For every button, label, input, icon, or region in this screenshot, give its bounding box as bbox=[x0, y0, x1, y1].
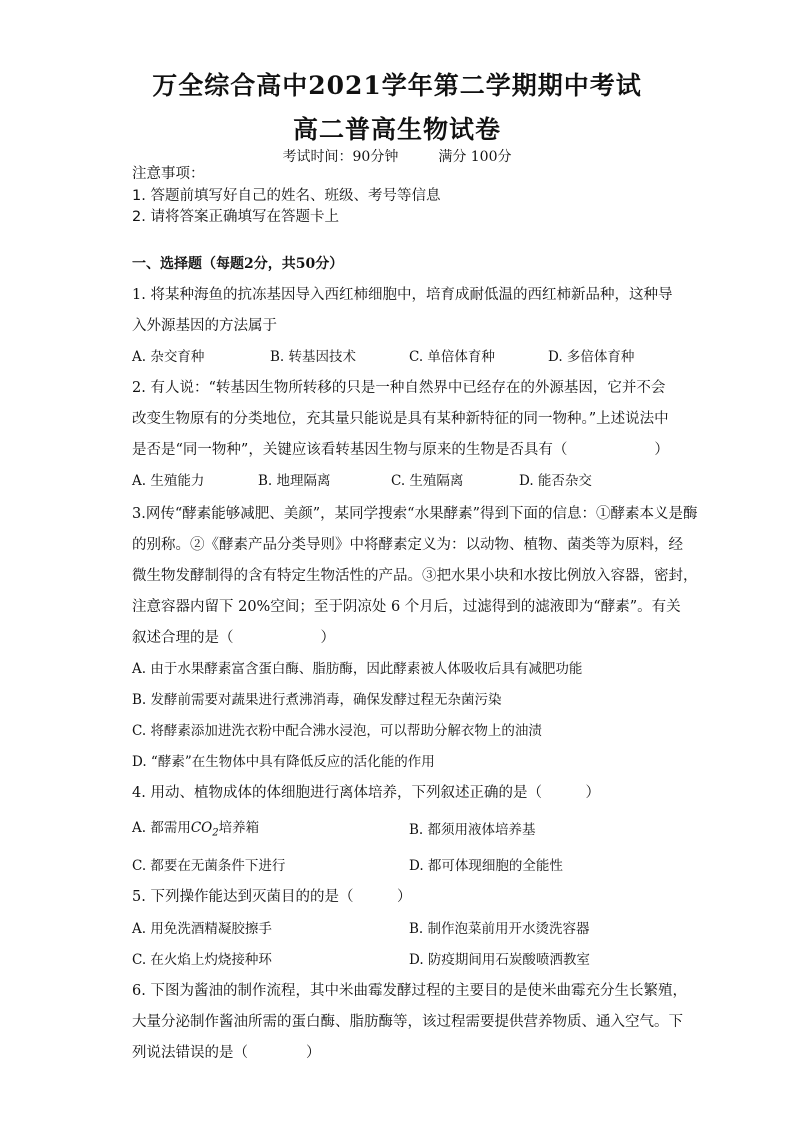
notes-heading: 注意事项： bbox=[132, 166, 205, 182]
co2-subscript: 2 bbox=[212, 827, 219, 839]
option-b: B. 转基因技术 bbox=[270, 349, 357, 365]
question-3-line: 的别称。②《酵素产品分类导则》中将酵素定义为：以动物、植物、菌类等为原料，经 bbox=[132, 537, 683, 553]
exam-title: 万全综合高中2021学年第二学期期中考试 bbox=[152, 71, 642, 100]
section-title: 一、选择题（每题2分，共50分） bbox=[132, 256, 344, 272]
exam-info bbox=[0, 146, 794, 166]
option-a-suffix: 培养箱 bbox=[218, 820, 260, 836]
option-b: B. 都须用液体培养基 bbox=[409, 822, 536, 838]
note-item: 1. 答题前填写好自己的姓名、班级、考号等信息 bbox=[132, 188, 441, 204]
option-c: C. 在火焰上灼烧接种环 bbox=[132, 952, 272, 968]
option-c: C. 都要在无菌条件下进行 bbox=[132, 858, 286, 874]
question-6-line: 列说法错误的是（ ） bbox=[132, 1045, 321, 1061]
option-d: D. “酵素”在生物体中具有降低反应的活化能的作用 bbox=[132, 754, 435, 770]
option-a-prefix: A. 都需用 bbox=[132, 820, 191, 836]
option-a: A. 用免洗酒精凝胶擦手 bbox=[132, 921, 272, 937]
question-3-line: 3.网传“酵素能够减肥、美颜”，某同学搜索“水果酵素”得到下面的信息：①酵素本义是酶 bbox=[132, 506, 698, 522]
question-3-line: 叙述合理的是（ ） bbox=[132, 630, 335, 646]
option-a bbox=[132, 818, 259, 844]
option-a: A. 杂交育种 bbox=[132, 349, 205, 365]
exam-time: 考试时间：90分钟 bbox=[282, 149, 399, 165]
option-b: B. 发酵前需要对蔬果进行煮沸消毒，确保发酵过程无杂菌污染 bbox=[132, 692, 502, 708]
option-a: A. 由于水果酵素富含蛋白酶、脂肪酶，因此酵素被人体吸收后具有减肥功能 bbox=[132, 661, 583, 677]
question-1-line: 1. 将某种海鱼的抗冻基因导入西红柿细胞中，培育成耐低温的西红柿新品种，这种导 bbox=[132, 287, 673, 303]
option-c: C. 生殖隔离 bbox=[391, 473, 464, 489]
note-item: 2. 请将答案正确填写在答题卡上 bbox=[132, 209, 339, 225]
option-b: B. 地理隔离 bbox=[258, 473, 331, 489]
exam-score: 满分 100分 bbox=[438, 149, 512, 165]
question-3-line: 微生物发酵制得的含有特定生物活性的产品。③把水果小块和水按比例放入容器，密封， bbox=[132, 568, 698, 584]
question-1-line: 入外源基因的方法属于 bbox=[132, 318, 277, 334]
option-a: A. 生殖能力 bbox=[132, 473, 205, 489]
exam-subtitle: 高二普高生物试卷 bbox=[292, 115, 501, 144]
question-6-line: 6. 下图为酱油的制作流程，其中米曲霉发酵过程的主要目的是使米曲霉充分生长繁殖， bbox=[132, 983, 687, 999]
question-2-line: 改变生物原有的分类地位，充其量只能说是具有某种新特征的同一物种。”上述说法中 bbox=[132, 411, 669, 427]
co2-formula bbox=[190, 820, 219, 839]
question-2-line: 是否是“同一物种”，关键应该看转基因生物与原来的生物是否具有（ ） bbox=[132, 442, 669, 458]
question-3-line: 注意容器内留下 20%空间；至于阴凉处 6 个月后，过滤得到的滤液即为“酵素”。有关 bbox=[132, 599, 681, 615]
option-d: D. 都可体现细胞的全能性 bbox=[409, 858, 563, 874]
question-4-line: 4. 用动、植物成体的体细胞进行离体培养，下列叙述正确的是（ ） bbox=[132, 785, 600, 801]
option-b: B. 制作泡菜前用开水烫洗容器 bbox=[409, 921, 590, 937]
option-c: C. 将酵素添加进洗衣粉中配合沸水浸泡，可以帮助分解衣物上的油渍 bbox=[132, 723, 542, 739]
question-2-line: 2. 有人说：“转基因生物所转移的只是一种自然界中已经存在的外源基因，它并不会 bbox=[132, 380, 666, 396]
option-d: D. 防疫期间用石炭酸喷洒教室 bbox=[409, 952, 590, 968]
co2-main: CO bbox=[190, 820, 213, 836]
option-d: D. 多倍体育种 bbox=[548, 349, 635, 365]
option-d: D. 能否杂交 bbox=[519, 473, 592, 489]
question-6-line: 大量分泌制作酱油所需的蛋白酶、脂肪酶等，该过程需要提供营养物质、通入空气。下 bbox=[132, 1014, 683, 1030]
option-c: C. 单倍体育种 bbox=[409, 349, 495, 365]
question-5-line: 5. 下列操作能达到灭菌目的的是（ ） bbox=[132, 889, 412, 905]
